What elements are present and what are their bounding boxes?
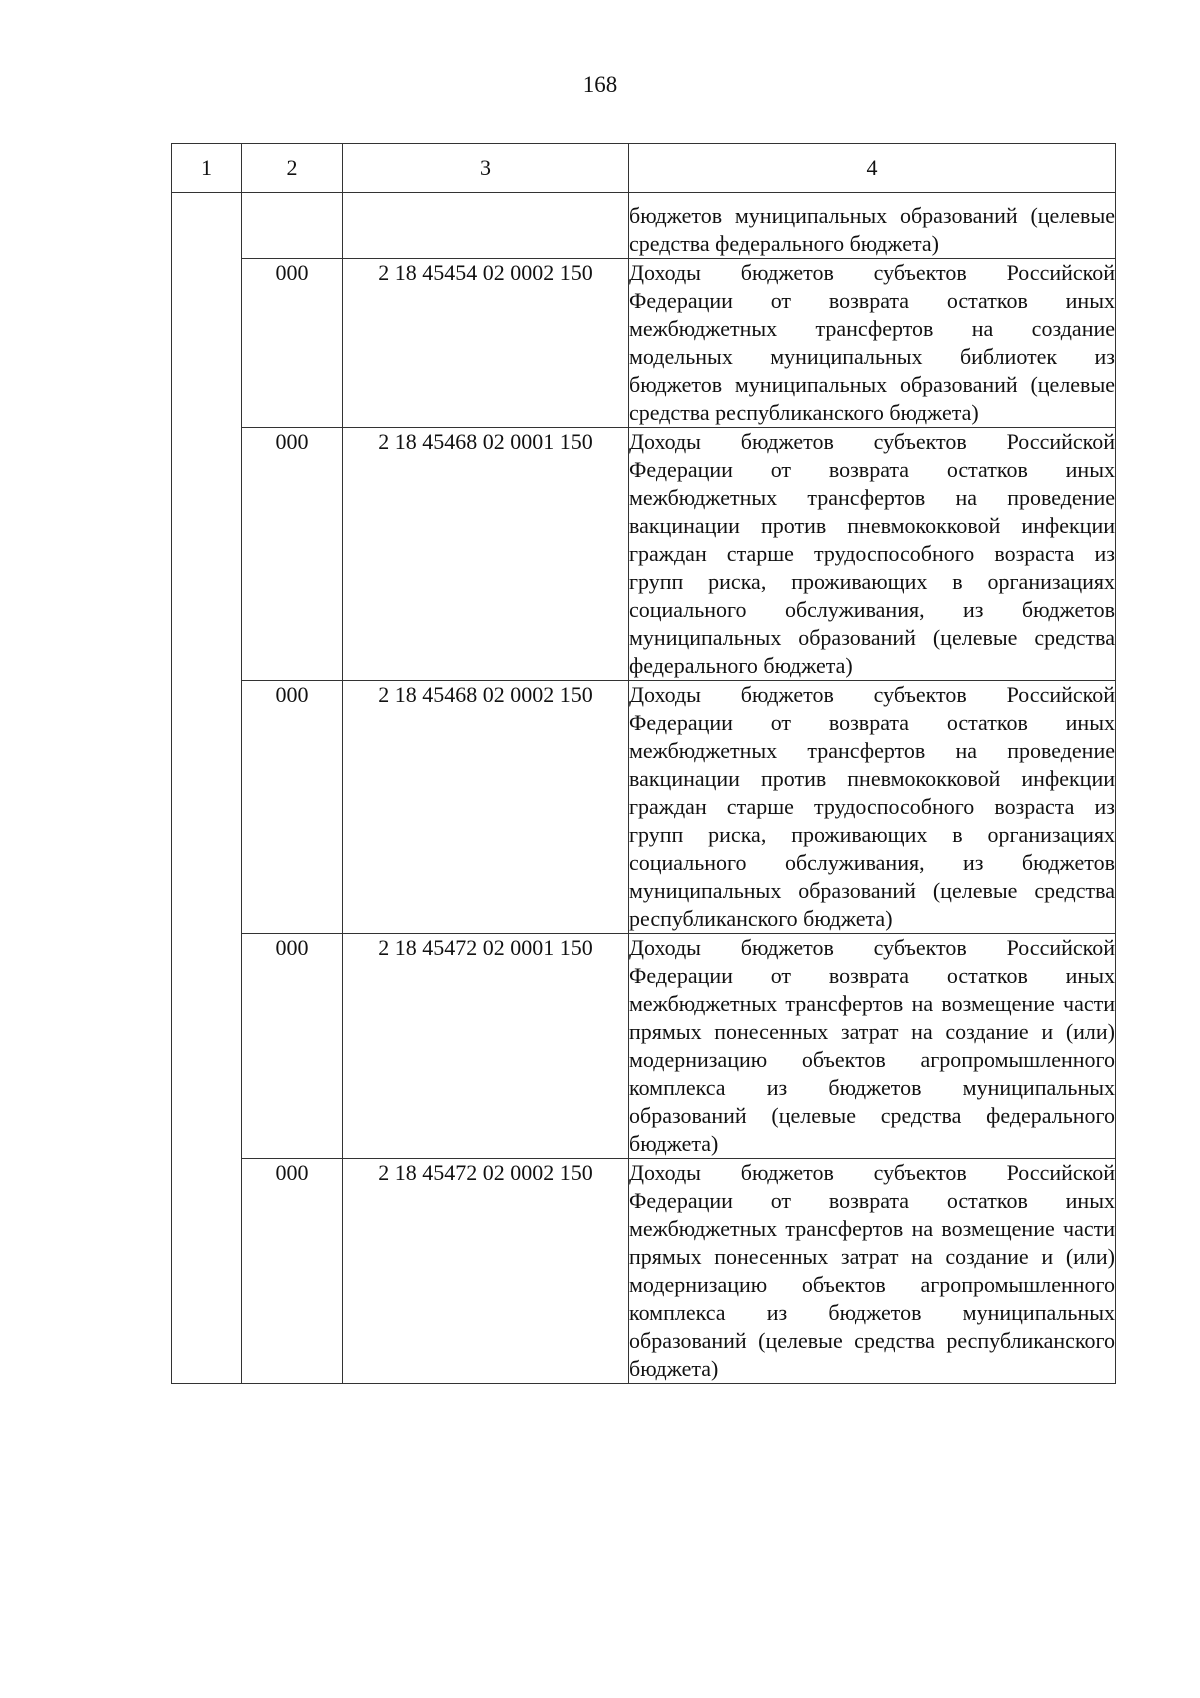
table-cell-col4: Доходы бюджетов субъектов Российской Федерации от возврата остатков иных межбюджетных трансфертов на проведение вакцинации против пневмококковой инфекции граждан старше трудоспособного возраста из групп риска, проживающих в организациях социального обслуживания, из бюджетов муниципальных образований (целевые средства республиканского бюджета) (629, 681, 1116, 934)
table-cell-col4: бюджетов муниципальных образований (целевые средства федерального бюджета) (629, 193, 1116, 259)
table-cell-col2: 000 (242, 934, 343, 1159)
header-col-4: 4 (629, 144, 1116, 193)
table-cell-col4: Доходы бюджетов субъектов Российской Федерации от возврата остатков иных межбюджетных трансфертов на проведение вакцинации против пневмококковой инфекции граждан старше трудоспособного возраста из групп риска, проживающих в организациях социального обслуживания, из бюджетов муниципальных образований (целевые средства федерального бюджета) (629, 428, 1116, 681)
table-cell-col2 (242, 193, 343, 259)
table-cell-col1 (172, 193, 242, 1384)
table-cell-col3: 2 18 45472 02 0001 150 (343, 934, 629, 1159)
table-cell-col2: 000 (242, 681, 343, 934)
table-cell-col4: Доходы бюджетов субъектов Российской Федерации от возврата остатков иных межбюджетных трансфертов на создание модельных муниципальных библиотек из бюджетов муниципальных образований (целевые средства республиканского бюджета) (629, 259, 1116, 428)
table-cell-col3 (343, 193, 629, 259)
table-row (172, 1159, 1116, 1384)
table-row (172, 934, 1116, 1159)
header-col-2: 2 (242, 144, 343, 193)
table-row (172, 259, 1116, 428)
budget-codes-table (171, 143, 1116, 1384)
header-col-1: 1 (172, 144, 242, 193)
table-cell-col3: 2 18 45454 02 0002 150 (343, 259, 629, 428)
table-cell-col2: 000 (242, 428, 343, 681)
table-row (172, 681, 1116, 934)
table-cell-col2: 000 (242, 259, 343, 428)
table-row (172, 428, 1116, 681)
table-row (172, 193, 1116, 259)
table-header-row (172, 144, 1116, 193)
table-cell-col3: 2 18 45468 02 0001 150 (343, 428, 629, 681)
header-col-3: 3 (343, 144, 629, 193)
table-cell-col3: 2 18 45472 02 0002 150 (343, 1159, 629, 1384)
page-number: 168 (582, 72, 618, 97)
table-cell-col2: 000 (242, 1159, 343, 1384)
table-cell-col3: 2 18 45468 02 0002 150 (343, 681, 629, 934)
table-cell-col4: Доходы бюджетов субъектов Российской Федерации от возврата остатков иных межбюджетных трансфертов на возмещение части прямых понесенных затрат на создание и (или) модернизацию объектов агропромышленного комплекса из бюджетов муниципальных образований (целевые средства федерального бюджета) (629, 934, 1116, 1159)
table-cell-col4: Доходы бюджетов субъектов Российской Федерации от возврата остатков иных межбюджетных трансфертов на возмещение части прямых понесенных затрат на создание и (или) модернизацию объектов агропромышленного комплекса из бюджетов муниципальных образований (целевые средства республиканского бюджета) (629, 1159, 1116, 1384)
